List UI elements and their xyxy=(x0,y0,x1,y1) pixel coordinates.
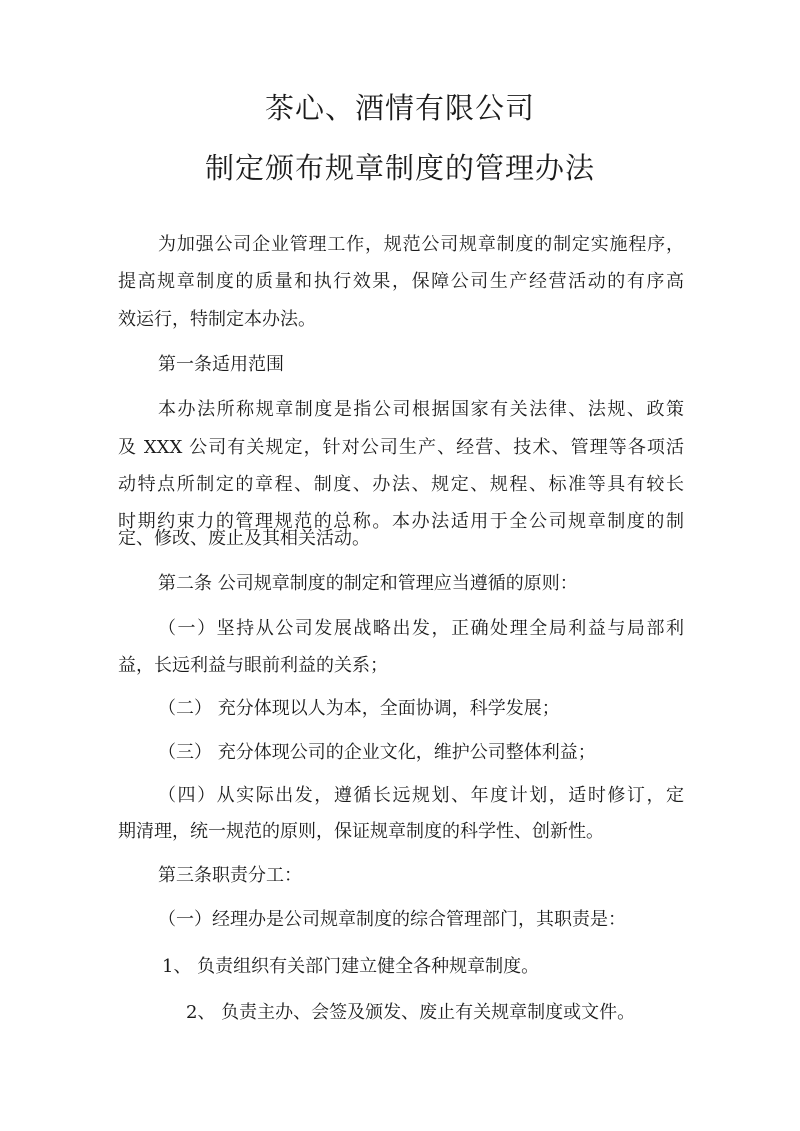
article-3-item-1: （一）经理办是公司规章制度的综合管理部门，其职责是： xyxy=(158,909,626,930)
article-1-line-4: 时期约束力的管理规范的总称。本办法适用于全公司规章制度的制 xyxy=(118,511,684,532)
article-1-line-5: 定、修改、废止及其相关活动。 xyxy=(118,528,370,549)
document-title: 制定颁布规章制度的管理办法 xyxy=(204,151,595,185)
article-2-item-4-line-2: 期清理，统一规范的原则，保证规章制度的科学性、创新性。 xyxy=(118,821,604,842)
article-2-item-4-line-1: （四）从实际出发，遵循长远规划、年度计划，适时修订，定 xyxy=(158,785,684,806)
article-2-item-1-line-1: （一）坚持从公司发展战略出发，正确处理全局利益与局部利 xyxy=(158,618,684,639)
article-3-sub-item-2: 2、 负责主办、会签及颁发、废止有关规章制度或文件。 xyxy=(186,1002,636,1023)
article-1-heading: 第一条适用范围 xyxy=(158,354,284,375)
intro-line-2: 提高规章制度的质量和执行效果，保障公司生产经营活动的有序高 xyxy=(118,271,684,292)
intro-line-1: 为加强公司企业管理工作，规范公司规章制度的制定实施程序， xyxy=(158,234,684,255)
article-3-heading: 第三条职责分工： xyxy=(158,865,302,886)
article-3-sub-item-1: 1、 负责组织有关部门建立健全各种规章制度。 xyxy=(162,956,540,977)
article-2-heading: 第二条 公司规章制度的制定和管理应当遵循的原则： xyxy=(158,573,578,594)
article-1-line-3: 动特点所制定的章程、制度、办法、规定、规程、标准等具有较长 xyxy=(118,474,684,495)
article-2-item-2: （二） 充分体现以人为本，全面协调，科学发展； xyxy=(158,698,560,719)
article-1-line-1: 本办法所称规章制度是指公司根据国家有关法律、法规、政策 xyxy=(158,399,684,420)
article-1-line-2: 及 XXX 公司有关规定，针对公司生产、经营、技术、管理等各项活 xyxy=(118,437,684,458)
article-2-item-3: （三） 充分体现公司的企业文化，维护公司整体利益； xyxy=(158,742,596,763)
company-title: 茶心、酒情有限公司 xyxy=(264,91,535,125)
article-2-item-1-line-2: 益，长远利益与眼前利益的关系； xyxy=(118,655,388,676)
intro-line-3: 效运行，特制定本办法。 xyxy=(118,309,316,330)
